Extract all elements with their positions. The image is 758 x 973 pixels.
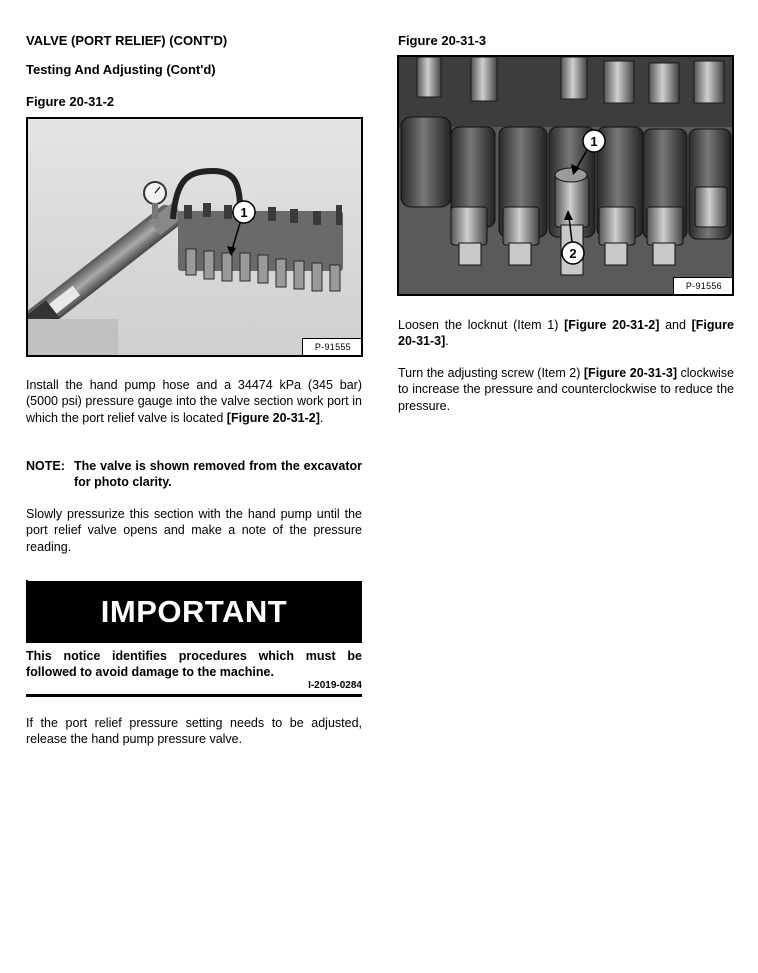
figure-20-31-3 [397, 55, 734, 296]
note-text: The valve is shown removed from the excavator for photo clarity. [74, 459, 362, 490]
valve-closeup-photo [399, 57, 732, 294]
callout-1-label: 1 [240, 205, 248, 220]
section-heading: VALVE (PORT RELIEF) (CONT'D) [26, 33, 228, 48]
loosen-paragraph: Loosen the locknut (Item 1) [Figure 20-31-2] and [Figure 20-31-3]. [398, 318, 734, 349]
important-banner: IMPORTANT [26, 581, 362, 643]
turn-paragraph: Turn the adjusting screw (Item 2) [Figure 20-31-3] clockwise to increase the pressure and counterclockwise to reduce the pressure. [398, 366, 734, 413]
callout-2-label: 2 [569, 246, 577, 261]
release-paragraph: If the port relief pressure setting needs to be adjusted, release the hand pump pressure valve. [26, 716, 362, 747]
important-code: I-2019-0284 [308, 680, 362, 691]
figure-20-31-2 [26, 117, 363, 357]
figure-label-20-31-3: Figure 20-31-3 [398, 33, 487, 48]
subsection-heading: Testing And Adjusting (Cont'd) [26, 62, 216, 77]
pressurize-paragraph: Slowly pressurize this section with the hand pump until the port relief valve opens and make a note of the pressure reading. [26, 507, 362, 554]
hand-pump-valve-photo [28, 119, 361, 355]
figure-reference: [Figure 20-31-2] [564, 318, 660, 332]
figure-reference: [Figure 20-31-3] [583, 366, 677, 380]
divider [26, 694, 362, 697]
important-text: This notice identifies procedures which must be followed to avoid damage to the machine. [26, 649, 362, 680]
note-block [26, 458, 362, 491]
install-paragraph: Install the hand pump hose and a 34474 kPa (345 bar) (5000 psi) pressure gauge into the valve section work port in which the port relief valve is located [Figure 20-31-2]. [26, 378, 362, 425]
figure-reference: [Figure 20-31-2] [226, 410, 320, 425]
figure-label-20-31-2: Figure 20-31-2 [26, 94, 115, 109]
note-label: NOTE: [26, 459, 65, 473]
figure-code: P-91555 [302, 338, 361, 355]
callout-1-label: 1 [590, 134, 598, 149]
figure-code: P-91556 [673, 277, 732, 294]
figure-reference: [Figure 20-31-3] [398, 318, 734, 349]
